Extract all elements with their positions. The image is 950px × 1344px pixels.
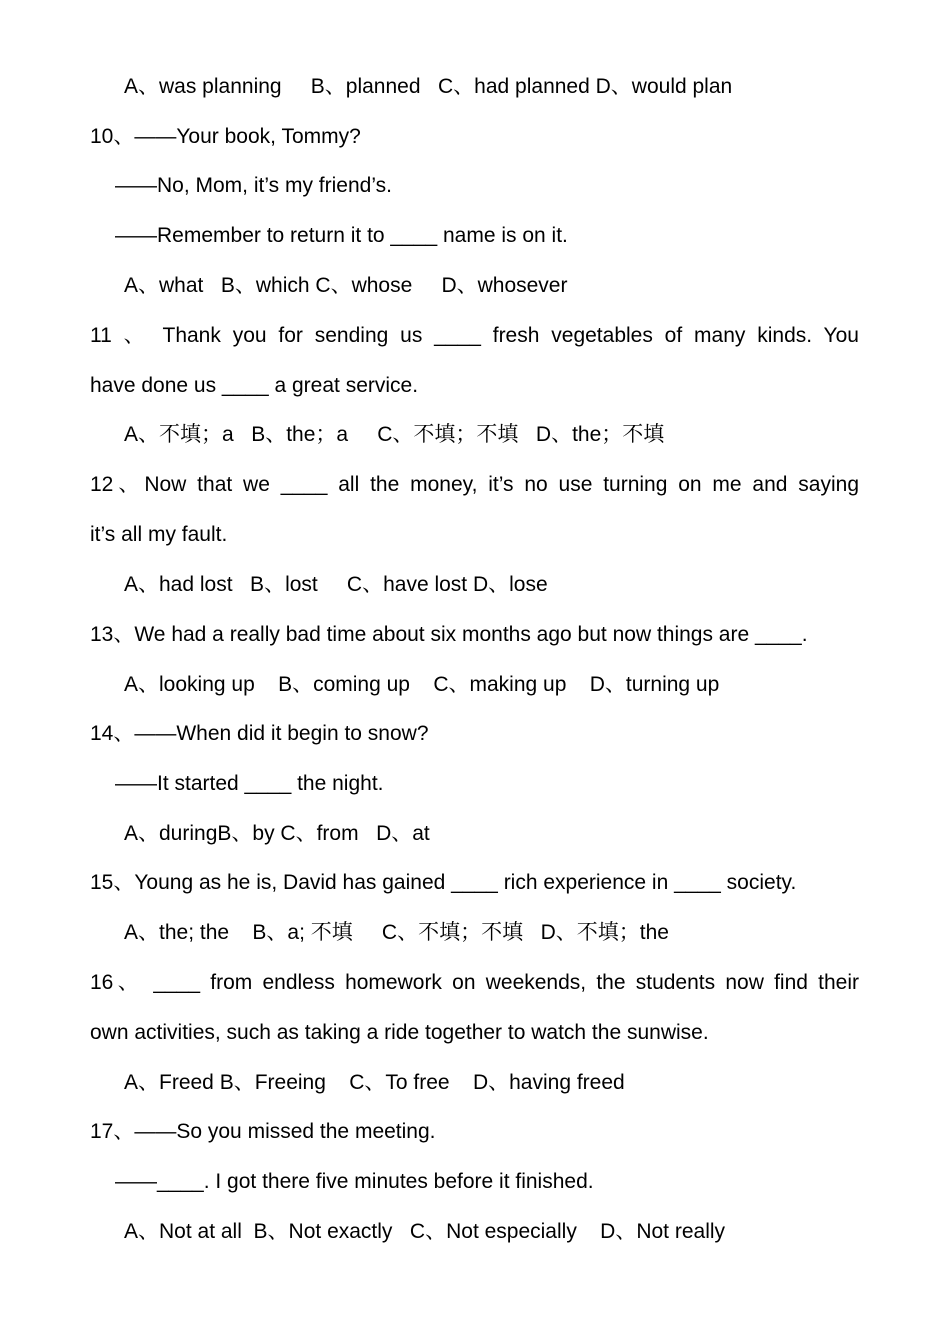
q10-dialogue-1: ——No, Mom, it’s my friend’s. <box>115 174 392 197</box>
q13-stem: 13、We had a really bad time about six months ago but now things are ____. <box>90 623 808 646</box>
q17-options: A、Not at all B、Not exactly C、Not especially D、Not really <box>124 1220 726 1243</box>
q10-stem: 10、——Your book, Tommy? <box>90 125 361 148</box>
q12-options: A、had lost B、lost C、have lost D、lose <box>124 573 548 596</box>
q9-options: A、was planning B、planned C、had planned D、would plan <box>124 75 733 98</box>
q15-options: A、the; the B、a; 不填 C、不填；不填 D、不填；the <box>124 921 669 944</box>
q10-dialogue-2: ——Remember to return it to ____ name is on it. <box>115 224 568 247</box>
q16-stem-line-1: 16、 ____ from endless homework on weekends, the students now find their <box>90 971 859 994</box>
q15-stem: 15、Young as he is, David has gained ____ rich experience in ____ society. <box>90 871 797 894</box>
q14-stem: 14、——When did it begin to snow? <box>90 722 429 745</box>
q13-options: A、looking up B、coming up C、making up D、turning up <box>124 673 720 696</box>
q16-stem-line-2: own activities, such as taking a ride together to watch the sunwise. <box>90 1021 709 1044</box>
q16-options: A、Freed B、Freeing C、To free D、having freed <box>124 1071 625 1094</box>
q12-stem-line-2: it’s all my fault. <box>90 523 228 546</box>
q14-dialogue: ——It started ____ the night. <box>115 772 384 795</box>
q11-options: A、不填；a B、the；a C、不填；不填 D、the；不填 <box>124 423 665 446</box>
q17-dialogue: ——____. I got there five minutes before it finished. <box>115 1170 594 1193</box>
q10-options: A、what B、which C、whose D、whosever <box>124 274 568 297</box>
q17-stem: 17、——So you missed the meeting. <box>90 1120 436 1143</box>
q11-stem-line-1: 11 、 Thank you for sending us ____ fresh vegetables of many kinds. You <box>90 324 859 347</box>
q11-stem-line-2: have done us ____ a great service. <box>90 374 419 397</box>
q14-options: A、duringB、by C、from D、at <box>124 822 430 845</box>
q12-stem-line-1: 12、Now that we ____ all the money, it’s no use turning on me and saying <box>90 473 859 496</box>
